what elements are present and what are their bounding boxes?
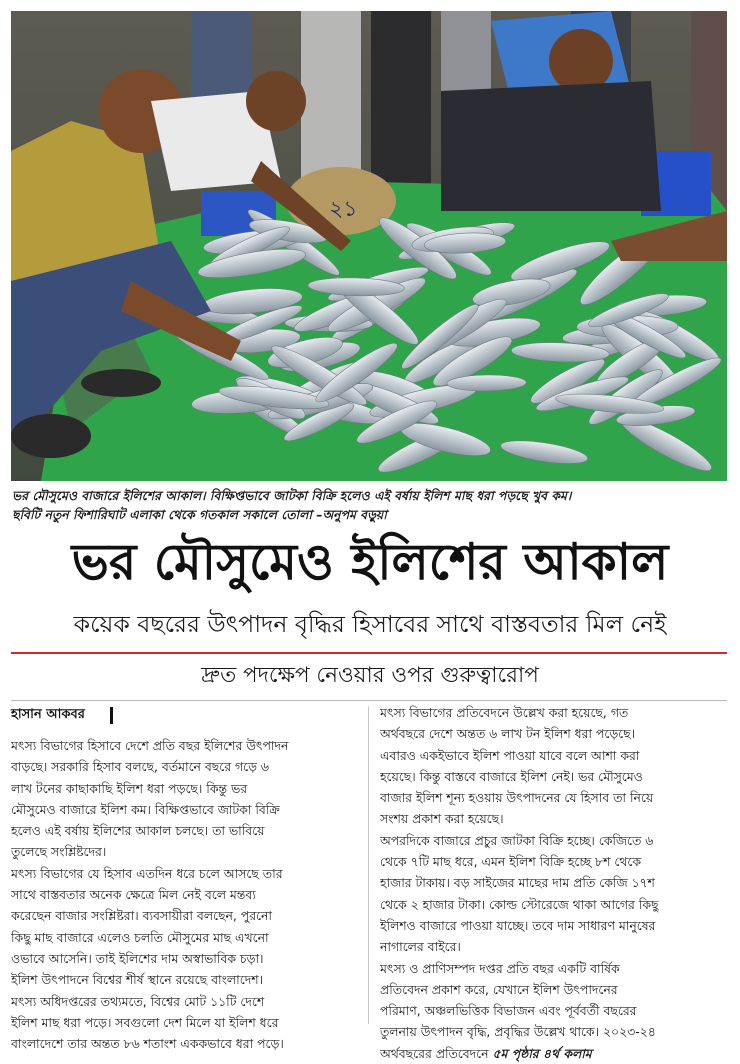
basket-label: ২১ — [329, 197, 358, 222]
gray-rule-divider — [11, 700, 727, 701]
article-line: তুলনায় উৎপাদন বৃদ্ধি, প্রবৃদ্ধির উল্লেখ থাকে। ২০২৩-২৪ — [380, 1024, 656, 1040]
article-line: মৎস্য বিভাগের প্রতিবেদনে উল্লেখ করা হয়েছে, গত — [380, 705, 629, 720]
article-line: ইলিশ মাছ ধরা পড়ে। সবগুলো দেশ মিলে যা ইলিশ ধরে — [11, 1014, 279, 1030]
article-line: বাজার ইলিশ শূন্য হওয়ায় উৎপাদনের যে হিসাব তা নিয়ে — [380, 790, 654, 806]
byline: হাসান আকবর — [11, 707, 85, 722]
article-line: মৎস্য ও প্রাণিসম্পদ দপ্তর প্রতি বছর একটি বার্ষিক — [380, 960, 620, 976]
article-line: হয়েছে। কিন্তু বাস্তবে বাজারে ইলিশ নেই। ভর মৌসুমেও — [380, 768, 643, 784]
caption-line-2: ছবিটি নতুন ফিশারিঘাট এলাকা থেকে গতকাল সকালে তোলা –অনুপম বড়ুয়া — [12, 507, 387, 522]
article-line-jump — [380, 1043, 727, 1064]
article-line: অর্থবছরে দেশে অন্তত ৬ লাখ টন ইলিশ ধরা পড়েছে। — [380, 726, 636, 742]
article-line: অপরদিকে বাজারে প্রচুর জাটকা বিক্রি হচ্ছে। কেজিতে ৬ — [380, 832, 654, 848]
article-line: মৎস্য বিভাগের হিসাবে দেশে প্রতি বছর ইলিশের উৎপাদন — [11, 738, 289, 753]
red-rule-divider — [11, 652, 727, 654]
kicker-headline: দ্রুত পদক্ষেপ নেওয়ার ওপর গুরুত্বারোপ — [201, 663, 539, 688]
article-line: হাজার টাকায়। বড় সাইজের মাছের দাম প্রতি কেজি ১৭শ — [380, 875, 655, 891]
news-photo — [11, 11, 727, 481]
fish-market-photo-icon — [11, 11, 727, 481]
caption-line-1: ভর মৌসুমেও বাজারে ইলিশের আকাল। বিক্ষিপ্তভাবে জাটকা বিক্রি হলেও এই বর্ষায় ইলিশ মাছ ধরা পড়ছে খুব কম। — [12, 488, 572, 503]
article-column-right — [380, 702, 727, 1064]
article-line: তুলেছে সংশ্লিষ্টদের। — [11, 844, 107, 860]
article-line: সংশয় প্রকাশ করা হয়েছে। — [380, 811, 504, 827]
article-line: প্রতিবেদন প্রকাশ করে, যেখানে ইলিশ উৎপাদনের — [380, 981, 618, 997]
article-line: নাগালের বাইরে। — [380, 939, 461, 955]
column-divider — [368, 706, 369, 1024]
byline-bar — [110, 707, 113, 724]
article-line: বাড়ছে। সরকারি হিসাব বলছে, বর্তমানে বছরে গড়ে ৬ — [11, 759, 269, 775]
article-line: পরিমাণ, অঞ্চলভিত্তিক বিভাজন এবং পূর্ববর্তী বছরের — [380, 1003, 637, 1019]
article-line: ওভাবে আসেনি। তাই ইলিশের দাম অস্বাভাবিক চড়া। — [11, 950, 264, 966]
article-line: মৎস্য অধিদপ্তরের তথ্যমতে, বিশ্বের মোট ১১টি দেশে — [11, 993, 265, 1009]
article-line: হলেও এই বর্ষায় ইলিশের আকাল চলছে। তা ভাবিয়ে — [11, 823, 265, 839]
article-line: কিছু মাছ বাজারে এলেও চলতি মৌসুমের মাছ এখনো — [11, 929, 269, 945]
article-line: করেছেন বাজার সংশ্লিষ্টরা। ব্যবসায়ীরা বলছেন, পুরনো — [11, 908, 273, 924]
article-line: মৌসুমেও বাজারে ইলিশ কম। বিক্ষিপ্তভাবে জাটকা বিক্রি — [11, 801, 280, 817]
article-line: মৎস্য বিভাগের যে হিসাব এতদিন ধরে চলে আসছে তার — [11, 865, 283, 881]
article-line: লাখ টনের কাছাকাছি ইলিশ ধরা পড়ছে। কিন্তু ভর — [11, 780, 248, 796]
photo-caption — [12, 486, 728, 524]
article-line: সাথে বাস্তবতার অনেক ক্ষেত্রে মিল নেই বলে মন্তব্য — [11, 887, 256, 903]
article-line: ইলিশও বাজারে পাওয়া যাচ্ছে। তবে দাম সাধারণ মানুষের — [380, 917, 656, 933]
continued-on-page-link[interactable]: ৫ম পৃষ্ঠার ৪র্থ কলাম — [492, 1045, 592, 1061]
article-column-left — [11, 735, 357, 1054]
article-line: থেকে ৭টি মাছ ধরে, এমন ইলিশ বিক্রি হচ্ছে ৮শ থেকে — [380, 854, 642, 870]
subheadline: কয়েক বছরের উৎপাদন বৃদ্ধির হিসাবের সাথে বাস্তবতার মিল নেই — [73, 610, 667, 638]
headline: ভর মৌসুমেও ইলিশের আকাল — [71, 532, 669, 591]
article-line: থেকে ২ হাজার টাকা। কোল্ড স্টোরেজে থাকা আগের কিছু — [380, 896, 659, 912]
article-line: বাংলাদেশে তার অন্তত ৮৬ শতাংশ এককভাবে ধরা পড়ে। — [11, 1036, 284, 1052]
article-line: এবারও একইভাবে ইলিশ পাওয়া যাবে বলে আশা করা — [380, 747, 640, 763]
article-line: ইলিশ উৎপাদনে বিশ্বের শীর্ষ স্থানে রয়েছে বাংলাদেশ। — [11, 972, 264, 988]
article-line: অর্থবছরের প্রতিবেদনে — [380, 1045, 493, 1061]
